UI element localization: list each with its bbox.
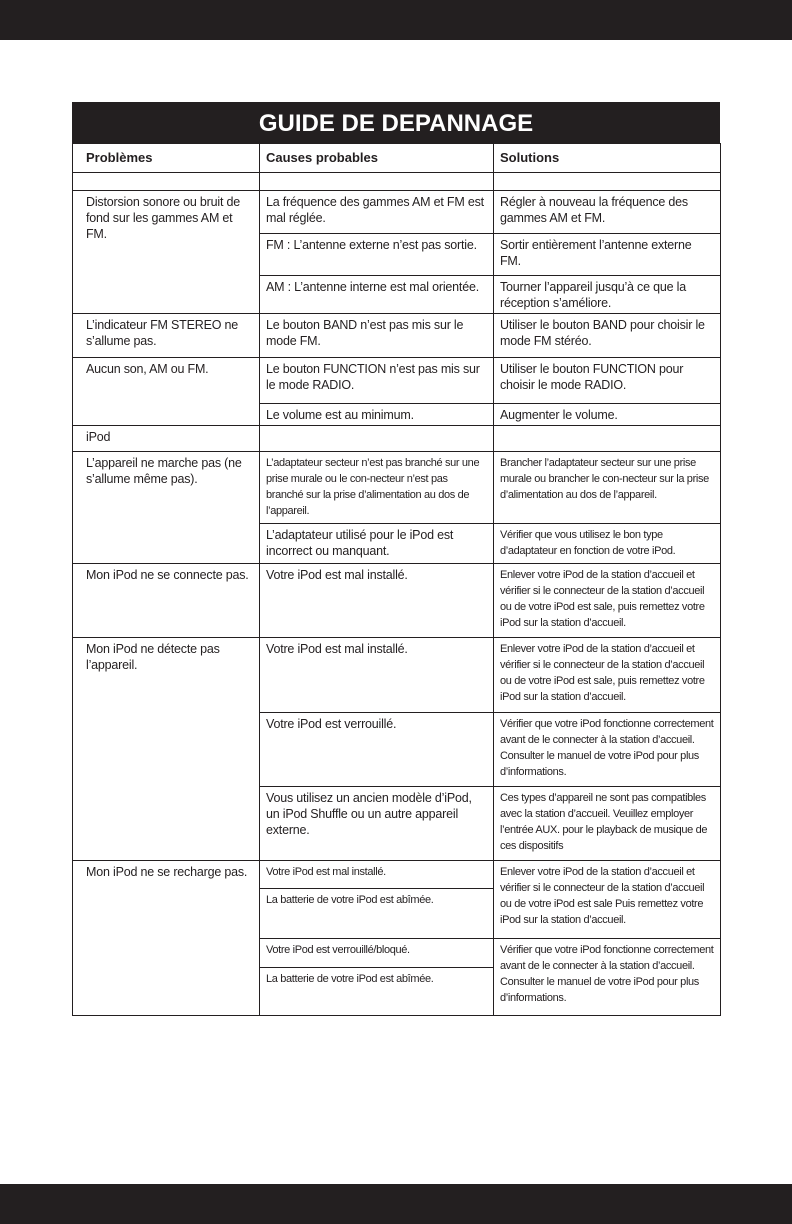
cause-cell: L’adaptateur secteur n’est pas branché sur une prise murale ou le con-necteur n’est pas branché sur la prise d’alimentation au dos de l’appareil. — [260, 452, 494, 524]
header-problems: Problèmes — [73, 144, 260, 173]
cause-cell: Votre iPod est verrouillé/bloqué. — [260, 939, 494, 968]
solution-cell: Vérifier que votre iPod fonctionne correctement avant de le connecter à la station d’accueil. Consulter le manuel de votre iPod pour plus d’informations. — [494, 713, 721, 787]
solution-cell: Enlever votre iPod de la station d’accueil et vérifier si le connecteur de la station d’accueil ou de votre iPod est sale, puis remettez votre iPod sur la station d’accueil. — [494, 564, 721, 638]
top-bar — [0, 0, 792, 40]
cause-cell: Votre iPod est mal installé. — [260, 564, 494, 638]
cause-cell: Le volume est au minimum. — [260, 404, 494, 426]
solution-cell: Enlever votre iPod de la station d’accueil et vérifier si le connecteur de la station d’accueil ou de votre iPod est sale, puis remettez votre iPod sur la station d’accueil. — [494, 638, 721, 713]
cause-cell: Le bouton BAND n’est pas mis sur le mode FM. — [260, 314, 494, 358]
cause-cell: La batterie de votre iPod est abîmée. — [260, 968, 494, 1016]
table-row — [73, 861, 721, 889]
cause-cell: FM : L’antenne externe n’est pas sortie. — [260, 234, 494, 276]
cause-cell: L’adaptateur utilisé pour le iPod est incorrect ou manquant. — [260, 524, 494, 564]
problem-cell: L’indicateur FM STEREO ne s’allume pas. — [73, 314, 260, 358]
solution-cell: Régler à nouveau la fréquence des gammes AM et FM. — [494, 191, 721, 234]
table-row — [73, 358, 721, 404]
solution-cell: Utiliser le bouton FUNCTION pour choisir le mode RADIO. — [494, 358, 721, 404]
header-causes: Causes probables — [260, 144, 494, 173]
section-row — [73, 426, 721, 452]
problem-cell: L’appareil ne marche pas (ne s’allume même pas). — [73, 452, 260, 564]
cause-cell: Votre iPod est mal installé. — [260, 638, 494, 713]
problem-cell: Mon iPod ne se recharge pas. — [73, 861, 260, 1016]
table-row — [73, 191, 721, 234]
troubleshooting-guide — [72, 102, 720, 1016]
table-row — [73, 564, 721, 638]
cause-cell: La fréquence des gammes AM et FM est mal réglée. — [260, 191, 494, 234]
cause-cell: Vous utilisez un ancien modèle d’iPod, un iPod Shuffle ou un autre appareil externe. — [260, 787, 494, 861]
solution-cell: Augmenter le volume. — [494, 404, 721, 426]
solution-cell: Vérifier que votre iPod fonctionne correctement avant de le connecter à la station d’accueil. Consulter le manuel de votre iPod pour plus d’informations. — [494, 939, 721, 1016]
cause-cell: Votre iPod est mal installé. — [260, 861, 494, 889]
bottom-bar — [0, 1184, 792, 1224]
troubleshooting-table — [72, 143, 721, 1016]
guide-title: GUIDE DE DEPANNAGE — [72, 102, 720, 143]
solution-cell: Vérifier que vous utilisez le bon type d’adaptateur en fonction de votre iPod. — [494, 524, 721, 564]
cause-cell: Le bouton FUNCTION n’est pas mis sur le mode RADIO. — [260, 358, 494, 404]
solution-cell: Enlever votre iPod de la station d’accueil et vérifier si le connecteur de la station d’accueil ou de votre iPod est sale Puis remettez votre iPod sur la station d’accueil. — [494, 861, 721, 939]
cause-cell: La batterie de votre iPod est abîmée. — [260, 889, 494, 939]
table-row — [73, 638, 721, 713]
solution-cell: Utiliser le bouton BAND pour choisir le mode FM stéréo. — [494, 314, 721, 358]
header-solutions: Solutions — [494, 144, 721, 173]
solution-cell: Tourner l’appareil jusqu’à ce que la réception s’améliore. — [494, 276, 721, 314]
cause-cell: Votre iPod est verrouillé. — [260, 713, 494, 787]
problem-cell: Distorsion sonore ou bruit de fond sur les gammes AM et FM. — [73, 191, 260, 314]
section-label: iPod — [73, 426, 260, 452]
problem-cell: Mon iPod ne se connecte pas. — [73, 564, 260, 638]
problem-cell: Mon iPod ne détecte pas l’appareil. — [73, 638, 260, 861]
solution-cell: Brancher l’adaptateur secteur sur une prise murale ou brancher le con-necteur sur la prise d’alimentation au dos de l’appareil. — [494, 452, 721, 524]
table-row — [73, 452, 721, 524]
problem-cell: Aucun son, AM ou FM. — [73, 358, 260, 426]
table-row — [73, 314, 721, 358]
solution-cell: Sortir entièrement l’antenne externe FM. — [494, 234, 721, 276]
header-row — [73, 144, 721, 173]
empty-row — [73, 173, 721, 191]
cause-cell: AM : L’antenne interne est mal orientée. — [260, 276, 494, 314]
solution-cell: Ces types d’appareil ne sont pas compatibles avec la station d’accueil. Veuillez employer l’entrée AUX. pour le playback de musique de ces dispositifs — [494, 787, 721, 861]
